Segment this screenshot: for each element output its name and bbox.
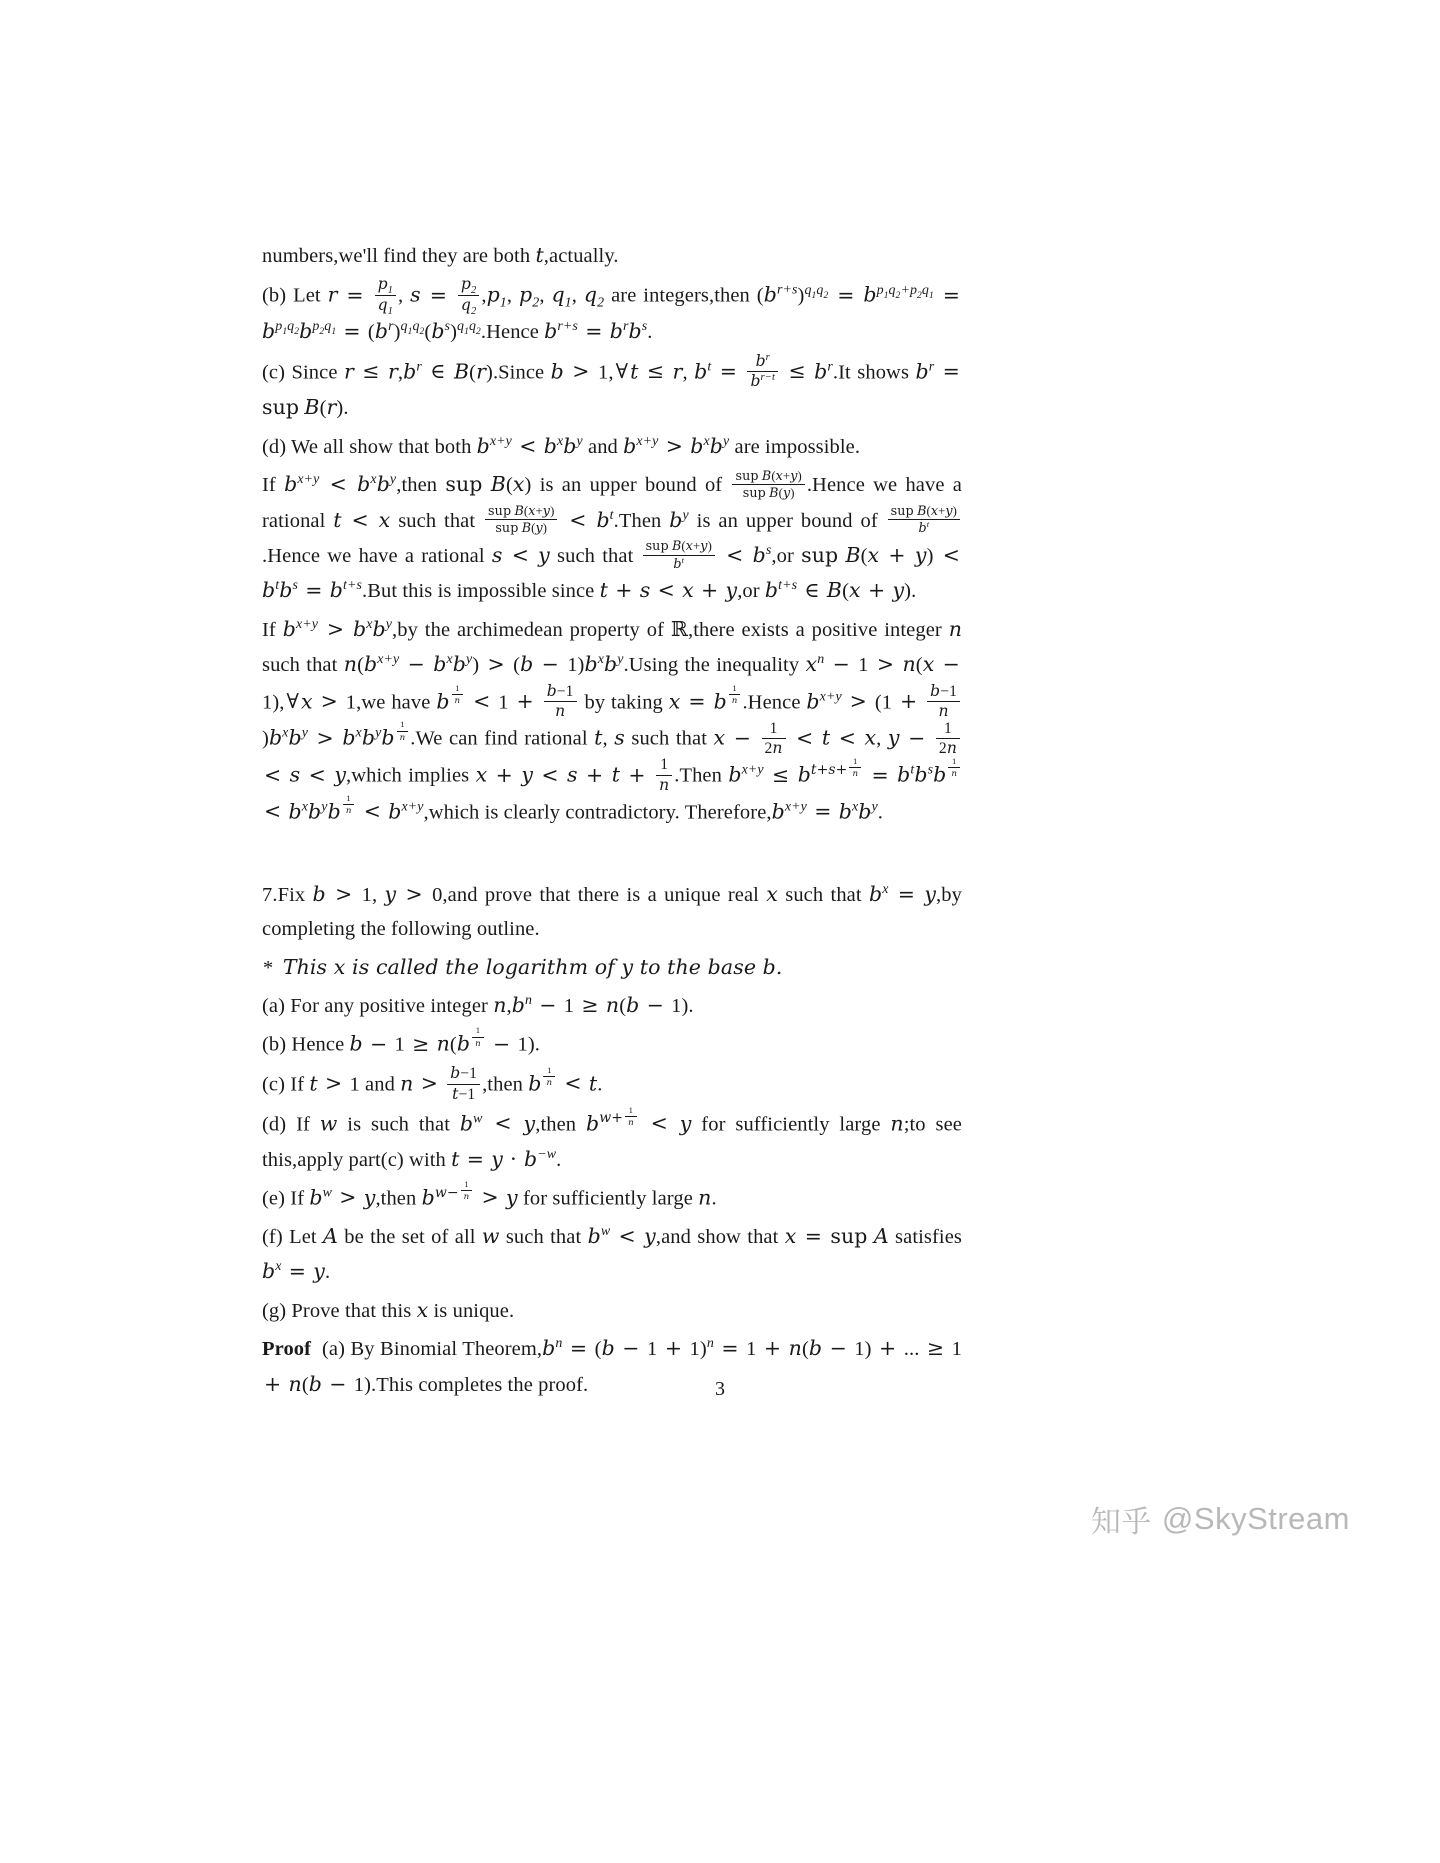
problem-7-statement: 7.Fix b > 1, y > 0,and prove that there is a unique real x such that $b^x = y,by$ completing the following outline.: [262, 881, 962, 941]
watermark-handle: @SkyStream: [1161, 1501, 1350, 1536]
problem-7-item-a: (a) For any positive integer $n,b^n - 1 \ge n(b - 1)$.: [262, 993, 694, 1017]
paragraph-6d-case2: If $b^{x+y} > b^xb^y,by$ the archimedean property of ℝ,there exists a positive integer n such that $n(b^{x+y} - b^xb^y) > (b - 1)b^xb^y.Using$ the inequality $x^n - 1 > n(x$ − 1),∀x > 1,we have b $^{\frac{1}{n}}$ < 1 + $\frac{b-1}{n}$ by taking x = b $^{\frac{1}{n}}$ .Hence $b^{x+y} > (1$ + $\frac{b-1}{n}$ )$b^xb^y > b^xb^yb$ $^{\frac{1}{n}}$ .We can find rational t, s such that x − $\frac{1}{2n}$ < t < x, y − $\frac{1}{2n}$ < s < y,which implies x + y < s + t + $\frac{1}{n}$ .Then $b^{x+y} \le b^{t+s+ \frac{1}{n}}$ = $b^tb^sb$ $^{\frac{1}{n}}$ < $b^xb^yb$ $^{\frac{1}{n}}$ < $b^{x+y},which$ is clearly contradictory. $Therefore,b^{x+y} = b^xb^y$.: [262, 616, 962, 824]
paragraph-6b: (b) Let r = $\frac{p_1}{q_1}$ , s = $\frac{p_2}{q_2}$ $,p_1$, $p_2$, $q_1$, $q_2$ are integers,then $(b^{r+s})^{q_1q_2} = b^{p_1q_2+p_2q_1} = b^{p_1q_2}b^{p_2q_1}$ = $(b^r)^{q_1q_2}(b^s)^{q_1q_2}.Hence$ $b^{r+s} = b^rb^s$.: [262, 275, 960, 344]
problem-7-proof: Proof (a) By Binomial $Theorem,b^n = (b - 1 + 1)^n = 1 + n(b - 1)$ + ... ≥ 1 + n(b − 1).This completes the proof.: [262, 1336, 962, 1396]
problem-7-item-b: (b) Hence b − 1 ≥ n(b $^{\frac{1}{n}}$ − 1).: [262, 1025, 540, 1056]
zhihu-logo-text: 知乎: [1090, 1505, 1152, 1540]
paragraph-continued-line: numbers,we'll find they are both t,actually.: [262, 243, 619, 267]
problem-7-item-c: (c) If t > 1 and n > $\frac{b-1}{t-1}$ ,then b $^{\frac{1}{n}}$ < t.: [262, 1064, 603, 1103]
problem-7-item-d: (d) If w is such that $b^w$ < y,then $b^{w+ \frac{1}{n}}$ < y for sufficiently large n;to see this,apply part(c) with $t = y \cdot b^{-w}$.: [262, 1104, 962, 1171]
paragraph-6d-case1: If $b^{x+y}$ < $b^xb^y,then$ sup B(x) is an upper bound of $\frac{\text{sup B(x+y)}}{\text{sup B(y)}}$ .Hence we have a rational t < x such that $\frac{\text{sup B(x+y)}}{\text{sup B(y)}}$ < $b^t.Then$ $b^y$ is an upper bound of $\frac{\text{sup B(x+y)}}{b^t}$ .Hence we have a rational s < y such that $\frac{\text{sup B(x+y)}}{b^t}$ < $b^s,or$ sup $B(x + y) < b^tb^s = b^{t+s}.But$ this is impossible since t + s < x + y,or $b^{t+s}$ ∈ B(x + y).: [262, 467, 962, 603]
document-body: [262, 238, 962, 1405]
section-spacer: [262, 833, 962, 877]
problem-7-item-g: (g) Prove that this x is unique.: [262, 1297, 515, 1322]
page-number: 3: [715, 1378, 725, 1400]
watermark: [1091, 1497, 1350, 1541]
paragraph-6d: (d) We all show that both $b^{x+y} < b^xb^y$ and $b^{x+y} > b^xb^y$ are impossible.: [262, 433, 861, 458]
problem-7-item-f: (f) Let A be the set of all w such that $b^w < y,and$ show that x = sup A satisfies $b^x = y$.: [262, 1223, 962, 1284]
problem-7-item-e: (e) If $b^w$ > y,then $b^{w- \frac{1}{n}}$ > y for sufficiently large n.: [262, 1179, 717, 1210]
paragraph-6c: (c) Since $r \le r,b^r$ ∈ B(r).Since b > 1,∀t ≤ r, $b^t$ = $\frac{b^r}{b^{r-t}}$ ≤ $b^r.It$ shows $b^r$ = sup B(r).: [262, 351, 960, 420]
problem-7-note: * This x is called the logarithm of y to the base b.: [262, 954, 783, 979]
